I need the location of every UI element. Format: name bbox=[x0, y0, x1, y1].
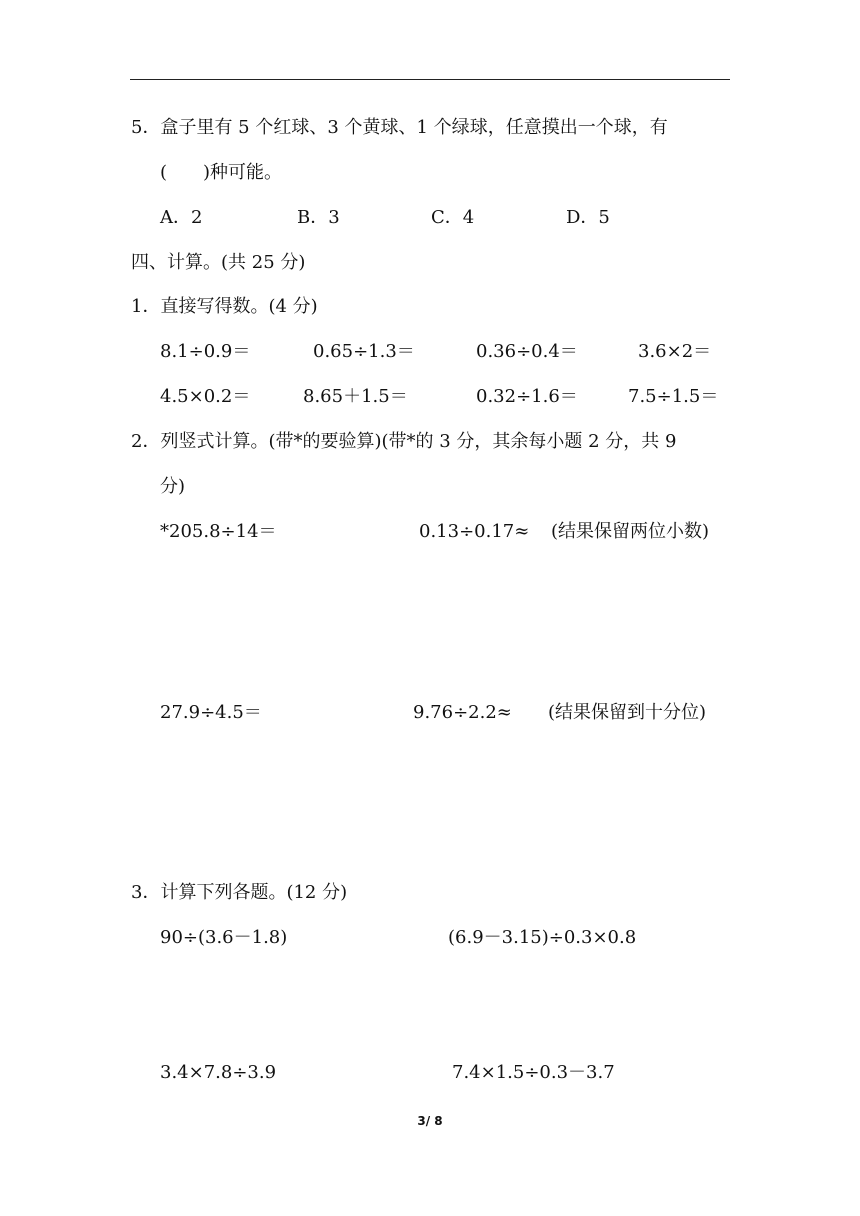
q5-option-d: D．5 bbox=[566, 207, 610, 228]
oral-item: 0.32÷1.6＝ bbox=[476, 386, 578, 407]
vertical-calc-item: 9.76÷2.2≈ bbox=[413, 702, 512, 723]
q5-line1: 5．盒子里有 5 个红球、3 个黄球、1 个绿球，任意摸出一个球，有 bbox=[131, 117, 668, 138]
calc-item: 3.4×7.8÷3.9 bbox=[160, 1062, 277, 1083]
rounding-note: (结果保留两位小数) bbox=[551, 521, 710, 542]
vertical-calc-item: *205.8÷14＝ bbox=[160, 521, 277, 542]
oral-item: 3.6×2＝ bbox=[638, 341, 712, 362]
oral-item: 0.36÷0.4＝ bbox=[476, 341, 578, 362]
q5-option-a: A．2 bbox=[160, 207, 203, 228]
section-title: 四、计算。(共 25 分) bbox=[131, 252, 306, 273]
calc-item: 7.4×1.5÷0.3－3.7 bbox=[452, 1062, 615, 1083]
part2-title-line1: 2．列竖式计算。(带*的要验算)(带*的 3 分，其余每小题 2 分，共 9 bbox=[131, 431, 677, 452]
oral-item: 4.5×0.2＝ bbox=[160, 386, 251, 407]
q5-option-b: B．3 bbox=[297, 207, 340, 228]
rounding-note: (结果保留到十分位) bbox=[548, 702, 707, 723]
part3-title: 3．计算下列各题。(12 分) bbox=[131, 882, 348, 903]
calc-item: 90÷(3.6－1.8) bbox=[160, 927, 288, 948]
vertical-calc-item: 0.13÷0.17≈ bbox=[419, 521, 530, 542]
header-rule bbox=[130, 79, 730, 80]
q5-line2: ( )种可能。 bbox=[160, 162, 283, 183]
oral-item: 0.65÷1.3＝ bbox=[313, 341, 415, 362]
vertical-calc-item: 27.9÷4.5＝ bbox=[160, 702, 262, 723]
part2-title-line2: 分) bbox=[160, 476, 186, 497]
oral-item: 8.65＋1.5＝ bbox=[303, 386, 408, 407]
oral-item: 7.5÷1.5＝ bbox=[628, 386, 719, 407]
calc-item: (6.9－3.15)÷0.3×0.8 bbox=[448, 927, 637, 948]
q5-option-c: C．4 bbox=[431, 207, 475, 228]
oral-item: 8.1÷0.9＝ bbox=[160, 341, 251, 362]
part1-title: 1．直接写得数。(4 分) bbox=[131, 296, 318, 317]
page-number: 3/ 8 bbox=[417, 1114, 443, 1128]
